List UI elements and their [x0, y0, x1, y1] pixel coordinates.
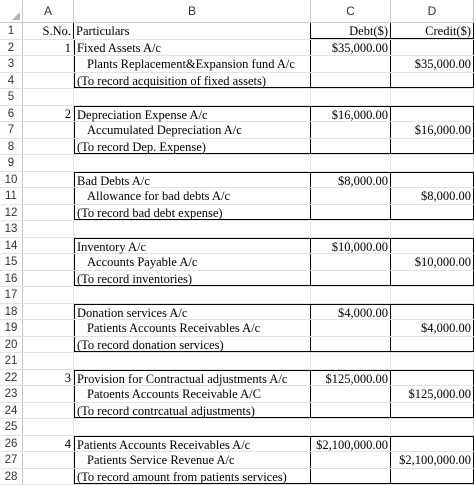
cell-particulars[interactable]: (To record acquisition of fixed assets) [74, 73, 311, 89]
row-number[interactable]: 24 [0, 403, 23, 419]
cell-sno[interactable] [23, 73, 74, 89]
table-row [0, 320, 474, 337]
cell-particulars[interactable] [74, 89, 311, 105]
table-row [0, 386, 474, 403]
cell-sno[interactable] [23, 221, 74, 237]
row-number[interactable]: 7 [0, 122, 23, 138]
cell-sno[interactable]: 2 [23, 106, 74, 122]
table-row [0, 205, 474, 222]
cell-particulars[interactable]: (To record bad debt expense) [74, 205, 311, 221]
cell-credit[interactable]: $16,000.00 [391, 122, 474, 138]
row-number[interactable]: 27 [0, 452, 23, 468]
row-number[interactable]: 22 [0, 370, 23, 386]
cell-particulars[interactable]: Accounts Payable A/c [74, 254, 311, 270]
row-number[interactable]: 26 [0, 436, 23, 452]
cell-debit[interactable] [311, 254, 391, 270]
cell-particulars[interactable]: Depreciation Expense A/c [74, 106, 311, 122]
table-row [0, 23, 474, 40]
cell-debit[interactable] [311, 56, 391, 72]
table-row [0, 337, 474, 354]
cell-credit[interactable] [391, 287, 474, 303]
cell-debit[interactable]: $10,000.00 [311, 238, 391, 254]
cell-credit[interactable] [391, 370, 474, 386]
column-header-c[interactable]: C [311, 0, 391, 22]
cell-debit[interactable] [311, 188, 391, 204]
row-number[interactable]: 25 [0, 419, 23, 435]
cell-credit[interactable] [391, 353, 474, 369]
cell-credit[interactable]: $35,000.00 [391, 56, 474, 72]
cell-debit[interactable] [311, 320, 391, 336]
cell-sno[interactable] [23, 287, 74, 303]
cell-particulars[interactable]: Fixed Assets A/c [74, 40, 311, 56]
table-row [0, 139, 474, 156]
row-number[interactable]: 21 [0, 353, 23, 369]
select-all-corner[interactable] [0, 0, 23, 22]
table-row [0, 452, 474, 469]
cell-sno[interactable]: 1 [23, 40, 74, 56]
cell-sno[interactable] [23, 205, 74, 221]
cell-particulars[interactable]: Bad Debts A/c [74, 172, 311, 188]
cell-credit[interactable] [391, 403, 474, 419]
row-number[interactable]: 6 [0, 106, 23, 122]
table-row [0, 172, 474, 189]
cell-particulars[interactable]: (To record amount from patients services) [74, 469, 311, 485]
cell-sno[interactable] [23, 271, 74, 287]
cell-sno[interactable] [23, 254, 74, 270]
cell-credit[interactable] [391, 271, 474, 287]
row-number[interactable]: 15 [0, 254, 23, 270]
cell-sno[interactable] [23, 337, 74, 353]
table-row [0, 403, 474, 420]
cell-debit[interactable] [311, 469, 391, 485]
cell-particulars[interactable]: (To record inventories) [74, 271, 311, 287]
cell-sno[interactable] [23, 122, 74, 138]
cell-particulars[interactable]: Patients Service Revenue A/c [74, 452, 311, 468]
row-number[interactable]: 11 [0, 188, 23, 204]
cell-debit[interactable] [311, 205, 391, 221]
cell-credit[interactable] [391, 436, 474, 452]
cell-credit[interactable] [391, 337, 474, 353]
select-all-icon [12, 12, 20, 20]
cell-particulars[interactable]: Patoents Accounts Receivable A/C [74, 386, 311, 402]
table-row [0, 353, 474, 370]
row-number[interactable]: 19 [0, 320, 23, 336]
row-number[interactable]: 14 [0, 238, 23, 254]
cell-sno[interactable] [23, 353, 74, 369]
cell-particulars[interactable]: Accumulated Depreciation A/c [74, 122, 311, 138]
cell-particulars[interactable]: Particulars [74, 23, 311, 39]
row-number[interactable]: 17 [0, 287, 23, 303]
table-row [0, 370, 474, 387]
cell-credit[interactable] [391, 238, 474, 254]
cell-particulars[interactable] [74, 155, 311, 171]
cell-credit[interactable] [391, 106, 474, 122]
row-number[interactable]: 9 [0, 155, 23, 171]
table-row [0, 287, 474, 304]
column-header-d[interactable]: D [391, 0, 474, 22]
cell-particulars[interactable]: (To record donation services) [74, 337, 311, 353]
cell-credit[interactable] [391, 205, 474, 221]
cell-particulars[interactable]: Inventory A/c [74, 238, 311, 254]
cell-credit[interactable] [391, 73, 474, 89]
cell-debit[interactable] [311, 287, 391, 303]
cell-debit[interactable]: $4,000.00 [311, 304, 391, 320]
table-row [0, 106, 474, 123]
row-number[interactable]: 5 [0, 89, 23, 105]
cell-particulars[interactable] [74, 287, 311, 303]
cell-debit[interactable]: Debt($) [311, 23, 391, 39]
cell-debit[interactable] [311, 419, 391, 435]
cell-particulars[interactable]: Provision for Contractual adjustments A/c [74, 370, 311, 386]
row-number[interactable]: 16 [0, 271, 23, 287]
cell-credit[interactable]: $10,000.00 [391, 254, 474, 270]
row-number[interactable]: 3 [0, 56, 23, 72]
cell-debit[interactable] [311, 155, 391, 171]
cell-debit[interactable]: $125,000.00 [311, 370, 391, 386]
cell-credit[interactable] [391, 89, 474, 105]
cell-particulars[interactable]: (To record contrcatual adjustments) [74, 403, 311, 419]
row-number[interactable]: 20 [0, 337, 23, 353]
cell-sno[interactable] [23, 469, 74, 485]
cell-sno[interactable] [23, 419, 74, 435]
cell-credit[interactable] [391, 419, 474, 435]
cell-particulars[interactable]: Donation services A/c [74, 304, 311, 320]
cell-credit[interactable] [391, 155, 474, 171]
cell-debit[interactable] [311, 122, 391, 138]
table-row [0, 155, 474, 172]
table-row [0, 73, 474, 90]
cell-credit[interactable] [391, 40, 474, 56]
cell-debit[interactable] [311, 139, 391, 155]
table-row [0, 304, 474, 321]
table-row [0, 89, 474, 106]
cell-credit[interactable]: $125,000.00 [391, 386, 474, 402]
cell-sno[interactable] [23, 386, 74, 402]
row-number[interactable]: 12 [0, 205, 23, 221]
table-row [0, 221, 474, 238]
cell-sno[interactable] [23, 139, 74, 155]
cell-debit[interactable]: $35,000.00 [311, 40, 391, 56]
cell-debit[interactable] [311, 73, 391, 89]
cell-particulars[interactable] [74, 353, 311, 369]
cell-sno[interactable]: 4 [23, 436, 74, 452]
cell-sno[interactable] [23, 320, 74, 336]
cell-debit[interactable] [311, 271, 391, 287]
table-row [0, 436, 474, 453]
cell-sno[interactable] [23, 304, 74, 320]
cell-particulars[interactable]: Patients Accounts Receivables A/c [74, 320, 311, 336]
cell-debit[interactable] [311, 452, 391, 468]
row-number[interactable]: 18 [0, 304, 23, 320]
cell-sno[interactable] [23, 172, 74, 188]
cell-credit[interactable] [391, 304, 474, 320]
cell-credit[interactable]: Credit($) [391, 23, 474, 39]
table-row [0, 188, 474, 205]
cell-credit[interactable]: $2,100,000.00 [391, 452, 474, 468]
column-header-b[interactable]: B [74, 0, 311, 22]
cell-sno[interactable] [23, 89, 74, 105]
cell-sno[interactable] [23, 56, 74, 72]
cell-debit[interactable]: $2,100,000.00 [311, 436, 391, 452]
cell-credit[interactable] [391, 139, 474, 155]
cell-particulars[interactable] [74, 419, 311, 435]
table-row [0, 238, 474, 255]
cell-debit[interactable] [311, 221, 391, 237]
cell-sno[interactable] [23, 238, 74, 254]
table-row [0, 40, 474, 57]
cell-credit[interactable] [391, 172, 474, 188]
cell-credit[interactable] [391, 469, 474, 485]
table-row [0, 56, 474, 73]
table-row [0, 469, 474, 485]
table-row [0, 254, 474, 271]
cell-debit[interactable]: $16,000.00 [311, 106, 391, 122]
row-number[interactable]: 10 [0, 172, 23, 188]
cell-debit[interactable] [311, 89, 391, 105]
row-number[interactable]: 28 [0, 469, 23, 485]
row-number[interactable]: 13 [0, 221, 23, 237]
cell-credit[interactable]: $8,000.00 [391, 188, 474, 204]
column-header-a[interactable]: A [23, 0, 74, 22]
row-number[interactable]: 1 [0, 23, 23, 39]
cell-debit[interactable] [311, 337, 391, 353]
cell-particulars[interactable] [74, 221, 311, 237]
cell-credit[interactable]: $4,000.00 [391, 320, 474, 336]
cell-debit[interactable] [311, 386, 391, 402]
cell-sno[interactable] [23, 452, 74, 468]
table-row [0, 122, 474, 139]
cell-sno[interactable]: S.No. [23, 23, 74, 39]
cell-debit[interactable]: $8,000.00 [311, 172, 391, 188]
cell-sno[interactable] [23, 403, 74, 419]
row-number[interactable]: 4 [0, 73, 23, 89]
cell-debit[interactable] [311, 403, 391, 419]
column-header-row [0, 0, 474, 23]
cell-particulars[interactable]: Allowance for bad debts A/c [74, 188, 311, 204]
table-row [0, 419, 474, 436]
cell-particulars[interactable]: Patients Accounts Receivables A/c [74, 436, 311, 452]
cell-credit[interactable] [391, 221, 474, 237]
rows-container [0, 23, 474, 485]
cell-particulars[interactable]: Plants Replacement&Expansion fund A/c [74, 56, 311, 72]
row-number[interactable]: 23 [0, 386, 23, 402]
row-number[interactable]: 8 [0, 139, 23, 155]
cell-particulars[interactable]: (To record Dep. Expense) [74, 139, 311, 155]
cell-sno[interactable]: 3 [23, 370, 74, 386]
cell-debit[interactable] [311, 353, 391, 369]
cell-sno[interactable] [23, 188, 74, 204]
cell-sno[interactable] [23, 155, 74, 171]
row-number[interactable]: 2 [0, 40, 23, 56]
table-row [0, 271, 474, 288]
